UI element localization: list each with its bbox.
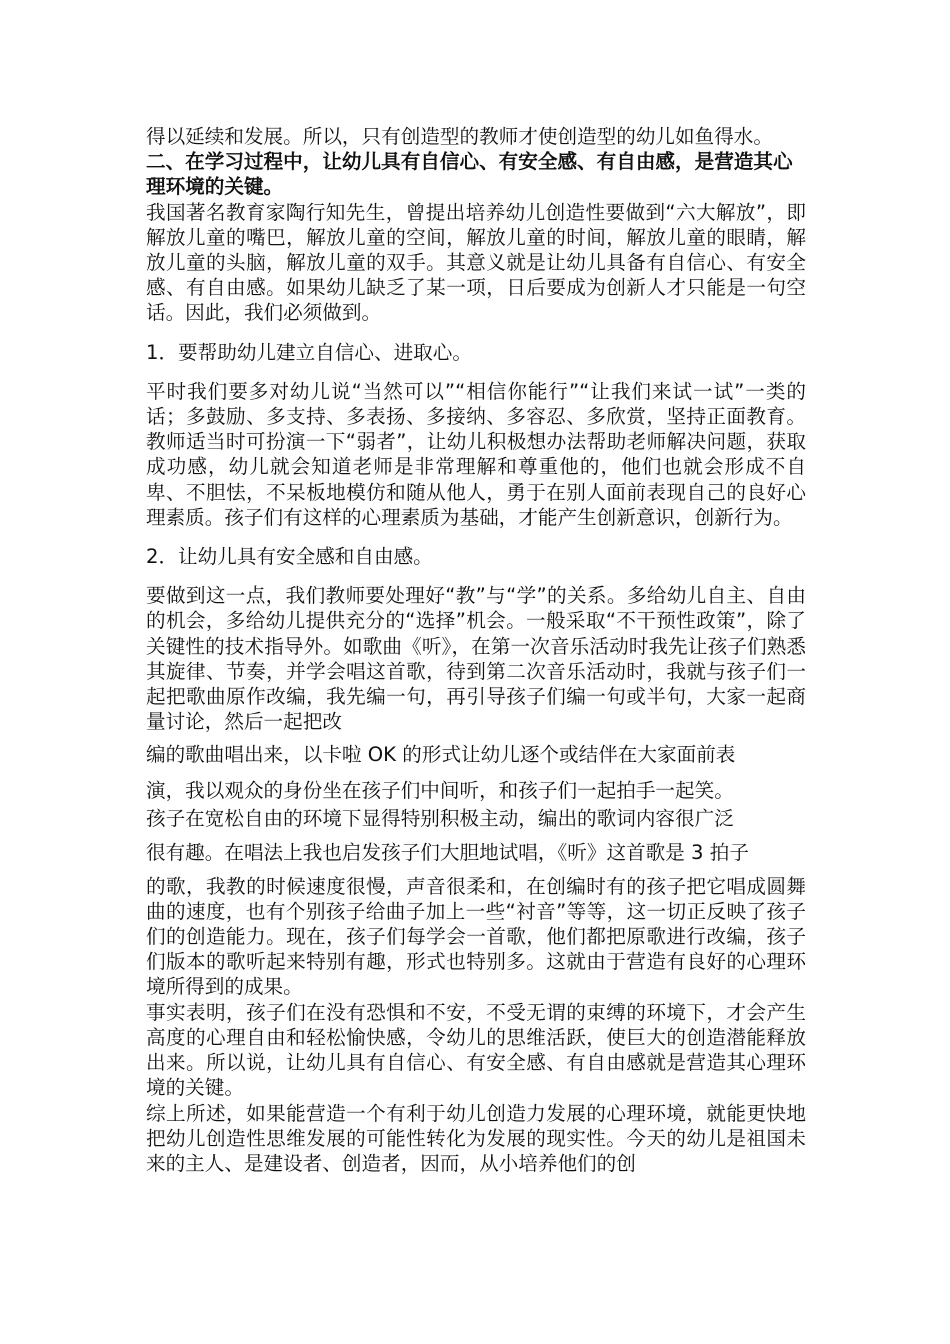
item-1-paragraph: 平时我们要多对幼儿说“当然可以”“相信你能行”“让我们来试一试”一类的话；多鼓励、多支持、多表扬、多接纳、多容忍、多欣赏，坚持正面教育。教师适当时可扮演一下“弱者”，让幼儿积极想办法帮助老师解决问题，获取成功感，幼儿就会知道老师是非常理解和尊重他的，他们也就会形成不自卑、不胆怯，不呆板地模仿和随从他人，勇于在别人面前表现自己的良好心理素质。孩子们有这样的心理素质为基础，才能产生创新意识，创新行为。 [146,379,806,529]
item-2-paragraph-part-b: 编的歌曲唱出来，以卡啦 OK 的形式让幼儿逐个或结伴在大家面前表 [146,743,736,767]
item-2-paragraph-part-f: 的歌，我教的时候速度很慢，声音很柔和，在创编时有的孩子把它唱成圆舞曲的速度，也有个别孩子给曲子加上一些“衬音”等等，这一切正反映了孩子们的创造能力。现在，孩子们每学会一首歌，他们都把原歌进行改编，孩子们版本的歌听起来特别有趣，形式也特别多。这就由于营造有良好的心理环境所得到的成果。 [146,874,806,999]
item-2-title: 2．让幼儿具有安全感和自由感。 [146,545,433,569]
tao-xingzhi-paragraph: 我国著名教育家陶行知先生，曾提出培养幼儿创造性要做到“六大解放”，即解放儿童的嘴巴，解放儿童的空间，解放儿童的时间，解放儿童的眼睛，解放儿童的头脑，解放儿童的双手。其意义就是让幼儿具备有自信心、有安全感、有自由感。如果幼儿缺乏了某一项，日后要成为创新人才只能是一句空话。因此，我们必须做到。 [146,200,806,325]
spacer [146,569,806,583]
item-2-paragraph-part-e: 很有趣。在唱法上我也启发孩子们大胆地试唱，《听》这首歌是 3 拍子 [146,840,749,864]
summary-paragraph: 综上所述，如果能营造一个有利于幼儿创造力发展的心理环境，就能更快地把幼儿创造性思维发展的可能性转化为发展的现实性。今天的幼儿是祖国未来的主人、是建设者、创造者，因而，从小培养他们的创 [146,1101,806,1175]
item-2-paragraph-part-d: 孩子在宽松自由的环境下显得特别积极主动，编出的歌词内容很广泛 [146,807,734,831]
section-heading: 二、在学习过程中，让幼儿具有自信心、有安全感、有自由感，是营造其心理环境的关键。 [146,150,793,199]
item-2-paragraph-part-c: 演，我以观众的身份坐在孩子们中间听，和孩子们一起拍手一起笑。 [146,779,734,803]
spacer [146,530,806,544]
spacer [146,365,806,379]
document-page [146,124,806,1176]
intro-continuation-paragraph: 得以延续和发展。所以，只有创造型的教师才使创造型的幼儿如鱼得水。 [146,125,773,148]
spacer [146,326,806,340]
facts-paragraph: 事实表明，孩子们在没有恐惧和不安，不受无谓的束缚的环境下，才会产生高度的心理自由和轻松愉快感，令幼儿的思维活跃，使巨大的创造潜能释放出来。所以说，让幼儿具有自信心、有安全感、有自由感就是营造其心理环境的关键。 [146,1000,806,1100]
item-2-paragraph-part-a: 要做到这一点，我们教师要处理好“教”与“学”的关系。多给幼儿自主、自由的机会，多给幼儿提供充分的“选择”机会。一般采取“不干预性政策”，除了关键性的技术指导外。如歌曲《听》，在第一次音乐活动时我先让孩子们熟悉其旋律、节奏，并学会唱这首歌，待到第二次音乐活动时，我就与孩子们一起把歌曲原作改编，我先编一句，再引导孩子们编一句或半句，大家一起商量讨论，然后一起把改 [146,584,806,734]
item-1-title: 1．要帮助幼儿建立自信心、进取心。 [146,340,472,364]
